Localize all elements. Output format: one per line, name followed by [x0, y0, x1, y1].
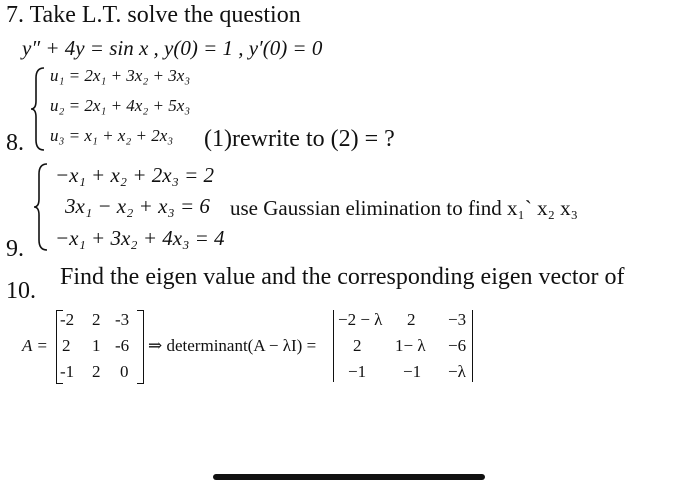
determinant-cell: −6 [448, 336, 467, 355]
home-indicator[interactable] [213, 474, 485, 480]
determinant-expression: ⇒ determinant(A − λI) = [148, 336, 317, 355]
determinant-cell: 2 [407, 310, 416, 329]
determinant-cell: −1 [348, 362, 367, 381]
determinant-cell: 2 [353, 336, 362, 355]
matrix-cell: -3 [115, 310, 130, 329]
matrix-cell: -2 [60, 310, 75, 329]
determinant-cell: −2 − λ [338, 310, 383, 329]
matrix-cell: -6 [115, 336, 130, 355]
q10-number: 10. [6, 278, 36, 304]
q8-number: 8. [6, 130, 24, 156]
q9-eq-2: 3x₁ − x₂ + x₃ = 6 [65, 194, 210, 218]
q8-eq-3: u₃ = x₁ + x₂ + 2x₃ [50, 126, 174, 145]
determinant-cell: 1− λ [395, 336, 426, 355]
q8-prompt: (1)rewrite to (2) = ? [204, 126, 395, 152]
q8-left-brace [30, 66, 46, 152]
matrix-cell: 2 [92, 310, 101, 329]
q7-equation: y″ + 4y = sin x , y(0) = 1 , y′(0) = 0 [22, 36, 323, 60]
q9-number: 9. [6, 236, 24, 262]
q10-prompt: Find the eigen value and the corresponding eigen vector of [60, 264, 625, 290]
matrix-cell: 2 [62, 336, 71, 355]
q8-eq-1: u₁ = 2x₁ + 3x₂ + 3x₃ [50, 66, 191, 85]
matrix-right-bracket [137, 310, 144, 384]
determinant-cell: −λ [448, 362, 466, 381]
q9-eq-3: −x₁ + 3x₂ + 4x₃ = 4 [55, 226, 225, 250]
matrix-label: A = [22, 336, 48, 355]
q9-prompt: use Gaussian elimination to find x₁ˋ x₂ x₃ [230, 196, 578, 220]
determinant-cell: −3 [448, 310, 467, 329]
matrix-cell: 1 [92, 336, 101, 355]
q8-eq-2: u₂ = 2x₁ + 4x₂ + 5x₃ [50, 96, 191, 115]
matrix-cell: 0 [120, 362, 129, 381]
determinant-left-bar [333, 310, 334, 382]
determinant-right-bar [472, 310, 473, 382]
determinant-cell: −1 [403, 362, 422, 381]
q9-left-brace [33, 162, 49, 252]
matrix-cell: -1 [60, 362, 75, 381]
matrix-cell: 2 [92, 362, 101, 381]
q9-eq-1: −x₁ + x₂ + 2x₃ = 2 [55, 163, 215, 187]
q7-title: 7. Take L.T. solve the question [6, 2, 301, 28]
